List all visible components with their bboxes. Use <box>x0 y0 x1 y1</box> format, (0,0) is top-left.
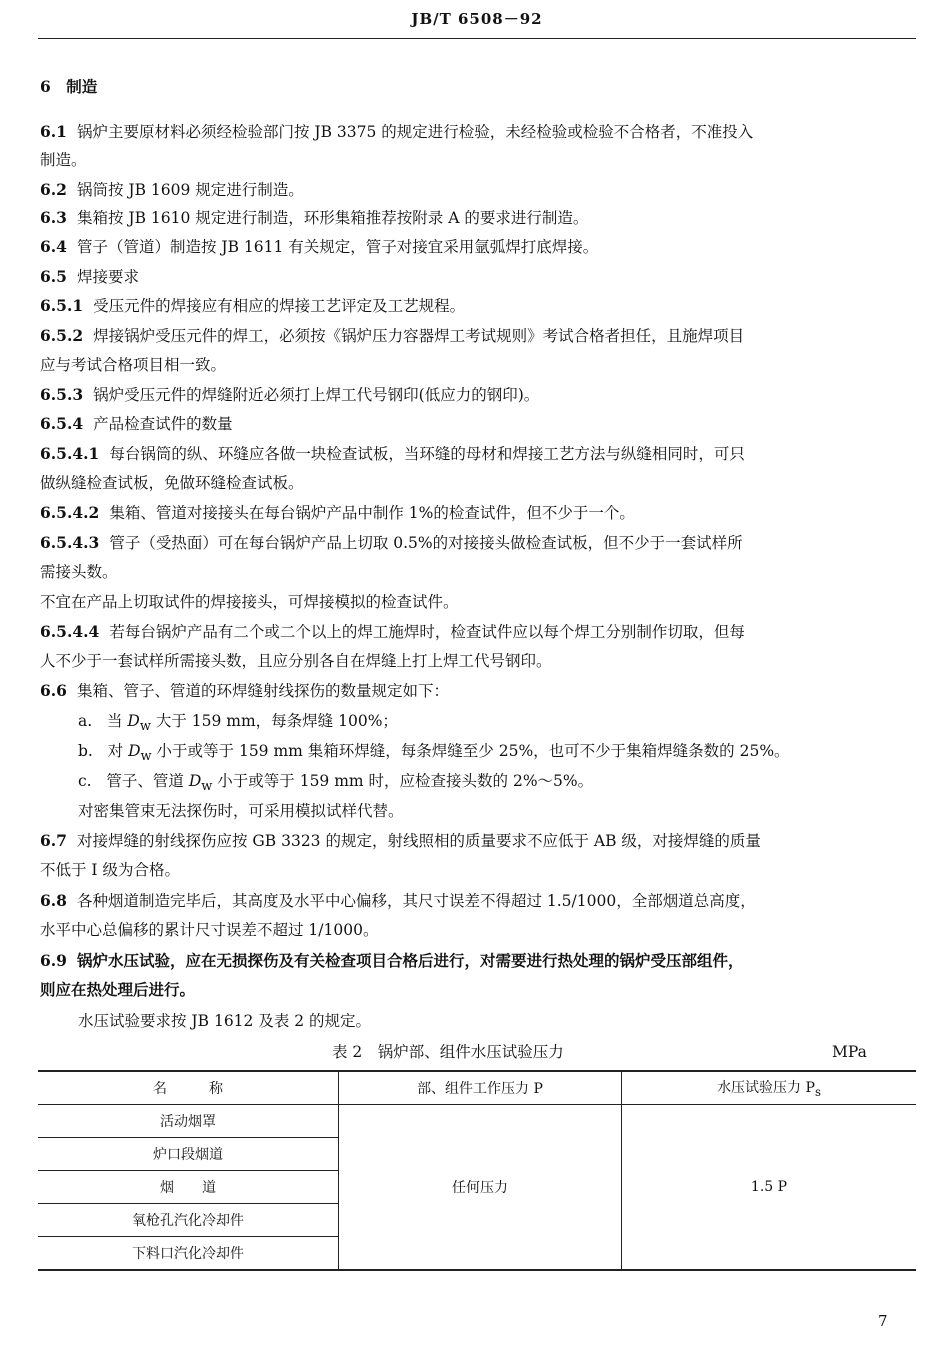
para-text: 不宜在产品上切取试件的焊接接头，可焊接模拟的检查试件。 <box>40 593 459 611</box>
table-row <box>38 1105 916 1138</box>
para-6-4 <box>40 237 916 257</box>
para-6-5 <box>40 267 916 287</box>
list-label: c. <box>78 772 92 790</box>
page-number: 7 <box>878 1312 888 1330</box>
para-6-5-4-2 <box>40 503 916 523</box>
para-6-3 <box>40 208 916 228</box>
component-name: 活动烟罩 <box>38 1105 339 1138</box>
para-6-8 <box>40 891 916 911</box>
para-text: 产品检查试件的数量 <box>93 415 233 433</box>
variable-d: D <box>127 712 140 730</box>
para-text: 焊接锅炉受压元件的焊工，必须按《锅炉压力容器焊工考试规则》考试合格者担任，且施焊项目 <box>93 327 745 345</box>
para-6-1 <box>40 122 916 142</box>
para-text: 每台锅筒的纵、环缝应各做一块检查试板，当环缝的母材和焊接工艺方法与纵缝相同时，可只 <box>109 445 745 463</box>
variable-d: D <box>188 772 202 790</box>
para-text: 管子（管道）制造按 JB 1611 有关规定，管子对接宜采用氩弧焊打底焊接。 <box>76 238 599 256</box>
para-6-6-note <box>78 801 950 821</box>
component-name: 下料口汽化冷却件 <box>38 1237 339 1271</box>
para-6-5-4-4-cont <box>40 651 916 671</box>
para-text: 管子（受热面）可在每台锅炉产品上切取 0.5%的对接接头做检查试板，但不少于一套试样所 <box>109 534 743 552</box>
para-text: 对接焊缝的射线探伤应按 GB 3323 的规定，射线照相的质量要求不应低于 AB 级，对接焊缝的质量 <box>76 832 761 850</box>
para-6-5-4-1 <box>40 444 916 464</box>
para-6-5-3 <box>40 385 916 405</box>
para-number: 6.4 <box>40 237 67 256</box>
para-number: 6.5.1 <box>40 296 84 315</box>
para-number: 6.3 <box>40 208 67 227</box>
para-text: 需接头数。 <box>40 563 118 581</box>
para-6-8-cont <box>40 920 916 940</box>
para-number: 6.5.4.2 <box>40 503 100 522</box>
para-6-5-4-4 <box>40 622 916 642</box>
list-item-b <box>78 741 950 767</box>
para-number: 6.5.4 <box>40 414 84 433</box>
para-6-1-cont <box>40 150 916 170</box>
list-text: 小于或等于 159 mm 集箱环焊缝，每条焊缝至少 25%，也可不少于集箱焊缝条数的 25%。 <box>156 742 790 760</box>
header-test-pressure <box>622 1071 917 1105</box>
para-6-5-1 <box>40 296 916 316</box>
component-name: 氧枪孔汽化冷却件 <box>38 1204 339 1237</box>
para-6-9 <box>40 951 916 971</box>
para-number: 6.7 <box>40 831 67 850</box>
list-label: a. <box>78 712 93 730</box>
list-text-pre: 管子、管道 <box>106 772 184 790</box>
variable-sub: w <box>139 719 151 735</box>
list-text-pre: 对 <box>107 742 124 760</box>
para-6-5-4-3 <box>40 533 916 553</box>
merged-work-pressure: 任何压力 <box>339 1105 622 1271</box>
list-text: 小于或等于 159 mm 时，应检查接头数的 2%～5%。 <box>217 772 594 790</box>
para-6-5-4-1-cont <box>40 473 916 493</box>
component-name: 炉口段烟道 <box>38 1138 339 1171</box>
header-name: 名 称 <box>38 1071 339 1105</box>
para-text: 锅筒按 JB 1609 规定进行制造。 <box>76 181 304 199</box>
section-heading <box>40 77 916 97</box>
para-text: 若每台锅炉产品有二个或二个以上的焊工施焊时，检查试件应以每个焊工分别制作切取，但每 <box>109 623 745 641</box>
table-header-row <box>38 1071 916 1105</box>
para-text: 人不少于一套试样所需接头数，且应分别各自在焊缝上打上焊工代号钢印。 <box>40 652 552 670</box>
variable-sub: w <box>201 779 213 795</box>
para-6-5-4-3-note <box>40 592 916 612</box>
para-text: 做纵缝检查试板，免做环缝检查试板。 <box>40 474 304 492</box>
para-6-5-2 <box>40 326 916 346</box>
para-text: 锅炉受压元件的焊缝附近必须打上焊工代号钢印(低应力的钢印)。 <box>93 386 540 404</box>
para-6-6 <box>40 681 916 701</box>
para-text: 锅炉主要原材料必须经检验部门按 JB 3375 的规定进行检验，未经检验或检验不合格者，不准投入 <box>76 123 754 141</box>
para-text: 对密集管束无法探伤时，可采用模拟试样代替。 <box>78 802 404 820</box>
merged-test-pressure: 1.5 P <box>750 1179 788 1195</box>
para-text: 焊接要求 <box>76 268 139 286</box>
para-number: 6.9 <box>40 951 67 970</box>
header-work-pressure: 部、组件工作压力 P <box>339 1071 622 1105</box>
para-number: 6.5.2 <box>40 326 84 345</box>
para-6-5-2-cont <box>40 355 916 375</box>
header-test-pressure-sub: s <box>814 1084 821 1099</box>
para-number: 6.5.3 <box>40 385 84 404</box>
header-rule <box>38 38 916 39</box>
table-caption: 表 2 锅炉部、组件水压试验压力 <box>332 1043 564 1061</box>
component-name: 烟 道 <box>38 1171 339 1204</box>
para-number: 6.5.4.1 <box>40 444 100 463</box>
para-6-5-4-3-cont <box>40 562 916 582</box>
section-title: 制造 <box>66 77 98 96</box>
para-number: 6.2 <box>40 180 67 199</box>
variable-sub: w <box>140 749 152 765</box>
para-text: 应与考试合格项目相一致。 <box>40 356 227 374</box>
para-text: 受压元件的焊接应有相应的焊接工艺评定及工艺规程。 <box>93 297 466 315</box>
para-6-7 <box>40 831 916 851</box>
para-number: 6.1 <box>40 122 67 141</box>
para-text: 集箱、管子、管道的环焊缝射线探伤的数量规定如下： <box>76 682 449 700</box>
list-item-c <box>78 771 950 797</box>
para-number: 6.5.4.4 <box>40 622 100 641</box>
para-text: 则应在热处理后进行。 <box>40 980 196 999</box>
para-6-5-4 <box>40 414 916 434</box>
pressure-test-table <box>38 1070 916 1271</box>
para-text: 集箱、管道对接接头在每台锅炉产品中制作 1%的检查试件，但不少于一个。 <box>109 504 635 522</box>
para-text: 各种烟道制造完毕后，其高度及水平中心偏移，其尺寸误差不得超过 1.5/1000，全部烟道总高度， <box>76 892 756 910</box>
para-text: 制造。 <box>40 151 87 169</box>
para-6-7-cont <box>40 860 916 880</box>
para-text: 锅炉水压试验，应在无损探伤及有关检查项目合格后进行，对需要进行热处理的锅炉受压部组件， <box>76 951 744 970</box>
variable-d: D <box>128 742 141 760</box>
para-text: 不低于 I 级为合格。 <box>40 861 180 879</box>
para-6-9-cont <box>40 980 916 1000</box>
para-text: 水平中心总偏移的累计尺寸误差不超过 1/1000。 <box>40 921 379 939</box>
para-text: 集箱按 JB 1610 规定进行制造，环形集箱推荐按附录 A 的要求进行制造。 <box>76 209 589 227</box>
para-number: 6.5 <box>40 267 67 286</box>
section-number: 6 <box>40 77 51 96</box>
list-text-pre: 当 <box>106 712 123 730</box>
para-6-9-note <box>78 1011 950 1031</box>
header-test-pressure-label: 水压试验压力 P <box>717 1080 815 1097</box>
para-number: 6.5.4.3 <box>40 533 100 552</box>
para-text: 水压试验要求按 JB 1612 及表 2 的规定。 <box>78 1012 372 1030</box>
para-number: 6.6 <box>40 681 67 700</box>
table-unit: MPa <box>832 1043 867 1061</box>
list-text: 大于 159 mm，每条焊缝 100%； <box>155 712 398 730</box>
document-code-header: JB/T 6508－92 <box>411 10 543 28</box>
para-number: 6.8 <box>40 891 67 910</box>
list-label: b. <box>78 742 93 760</box>
list-item-a <box>78 711 950 737</box>
para-6-2 <box>40 180 916 200</box>
